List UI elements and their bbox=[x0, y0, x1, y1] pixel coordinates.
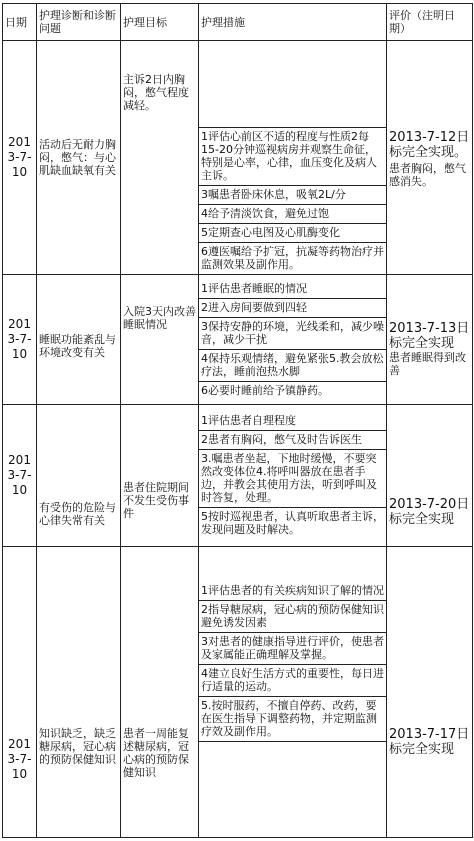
row-date: 2013-7-10 bbox=[3, 41, 37, 275]
measure-item: 6必要时睡前给予镇静药。 bbox=[201, 383, 329, 397]
measure-item: 5定期查心电图及心肌酶变化 bbox=[199, 224, 386, 243]
measure-item: 4建立良好生活方式的重要性，每日进行适量的运动。 bbox=[199, 665, 386, 697]
measure-item: 5按时巡视患者，认真听取患者主诉，发现问题及时解决。 bbox=[201, 510, 384, 536]
measure-item: 5.按时服药，不擅自停药、改药，要在医生指导下调整药物，并定期监测疗效及副作用。 bbox=[199, 697, 386, 742]
measure-item: 1评估患者的有关疾病知识了解的情况 bbox=[199, 582, 386, 601]
measure-item: 3.嘱患者坐起，下地时缓慢，不要突然改变体位4.将呼叫器放在患者手边，并教会其使用方法，听到呼叫及时答复，处理。 bbox=[199, 450, 386, 508]
measure-item: 4给予清淡饮食，避免过饱 bbox=[199, 205, 386, 224]
row-evaluation bbox=[387, 41, 473, 275]
table-row bbox=[3, 405, 473, 547]
row-measures bbox=[199, 405, 387, 547]
measure-item: 1评估心前区不适的程度与性质2每15-20分钟巡视病房并观察生命征，特别是心率，心律，血压变化及病人主诉。 bbox=[199, 128, 386, 186]
row-diagnosis: 活动后无耐力胸闷，憋气：与心肌缺血缺氧有关 bbox=[37, 41, 121, 275]
measure-item: 4保持乐观情绪，避免紧张5.教会放松疗法，睡前泡热水脚 bbox=[199, 350, 386, 382]
evaluation-result: 2013-7-20日标完全实现 bbox=[389, 497, 470, 527]
measure-item: 2指导糖尿病，冠心病的预防保健知识避免诱发因素 bbox=[199, 601, 386, 633]
row-diagnosis: 知识缺乏，缺乏糖尿病，冠心病的预防保健知识 bbox=[37, 547, 121, 838]
measure-item: 1评估患者睡眠的情况 bbox=[199, 280, 386, 299]
row-date: 2013-7-10 bbox=[3, 405, 37, 547]
row-measures bbox=[199, 275, 387, 405]
evaluation-note: 患者睡眠得到改善 bbox=[389, 350, 466, 377]
measure-item: 6遵医嘱给予扩冠，抗凝等药物治疗并监测效果及副作用。 bbox=[201, 245, 384, 271]
row-evaluation bbox=[387, 547, 473, 838]
row-evaluation bbox=[387, 275, 473, 405]
row-diagnosis: 有受伤的危险与心律失常有关 bbox=[37, 405, 121, 547]
row-goal: 患者一周能复述糖尿病，冠心病的预防保健知识 bbox=[121, 547, 199, 838]
table-header-row bbox=[3, 4, 473, 41]
row-measures bbox=[199, 547, 387, 838]
evaluation-result: 2013-7-12日标完全实现。 bbox=[389, 129, 470, 160]
measure-item: 3对患者的健康指导进行评价，使患者及家属能正确理解及掌握。 bbox=[199, 633, 386, 665]
header-measures: 护理措施 bbox=[199, 4, 387, 41]
row-evaluation bbox=[387, 405, 473, 547]
row-date: 2013-7-10 bbox=[3, 547, 37, 838]
blank-space bbox=[199, 742, 386, 802]
measure-item: 3保持安静的环境，光线柔和，减少噪音，减少干扰 bbox=[199, 318, 386, 350]
row-goal: 入院3天内改善睡眠情况 bbox=[121, 275, 199, 405]
row-goal: 患者住院期间不发生受伤事件 bbox=[121, 405, 199, 547]
table-row bbox=[3, 275, 473, 405]
evaluation-result: 2013-7-17日标完全实现 bbox=[389, 727, 470, 757]
measure-item: 2患者有胸闷，憋气及时告诉医生 bbox=[199, 431, 386, 450]
row-date: 2013-7-10 bbox=[3, 275, 37, 405]
row-measures bbox=[199, 41, 387, 275]
row-goal: 主诉2日内胸闷，憋气程度减轻。 bbox=[121, 41, 199, 275]
evaluation-result: 2013-7-13日标完全实现 bbox=[389, 320, 470, 351]
header-goal: 护理目标 bbox=[121, 4, 199, 41]
row-diagnosis: 睡眠功能紊乱与环境改变有关 bbox=[37, 275, 121, 405]
measure-item: 2进入房间要做到四轻 bbox=[199, 299, 386, 318]
header-date: 日期 bbox=[3, 4, 37, 41]
header-diagnosis: 护理诊断和诊断问题 bbox=[37, 4, 121, 41]
evaluation-note: 患者胸闷，憋气感消失。 bbox=[389, 161, 466, 188]
measure-item: 1评估患者自理程度 bbox=[199, 412, 386, 431]
nursing-care-plan-table bbox=[2, 3, 473, 838]
measure-item: 3嘱患者卧床休息，吸氧2L/分 bbox=[199, 186, 386, 205]
table-row bbox=[3, 41, 473, 275]
header-evaluation: 评价（注明日期） bbox=[387, 4, 473, 41]
table-row bbox=[3, 547, 473, 838]
